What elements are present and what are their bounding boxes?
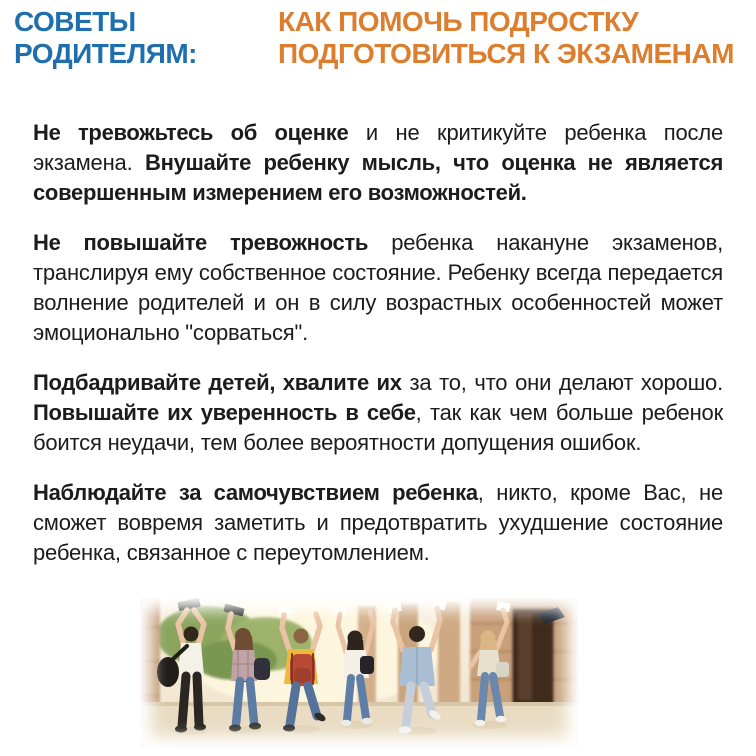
header-left-line1: СОВЕТЫ — [14, 6, 136, 37]
emphasis-raise-confidence: Повышайте их уверенность в себе — [33, 400, 416, 425]
header-left-line2: РОДИТЕЛЯМ: — [14, 38, 197, 69]
paragraph-about-anxiety — [33, 228, 723, 348]
paragraph-about-encouragement — [33, 368, 723, 458]
emphasis-encourage-children: Подбадривайте детей, хвалите их — [33, 370, 402, 395]
paragraph-about-wellbeing — [33, 478, 723, 568]
emphasis-dont-worry-grade: Не тревожьтесь об оценке — [33, 120, 349, 145]
header-right-line2: ПОДГОТОВИТЬСЯ К ЭКЗАМЕНАМ — [278, 38, 734, 69]
text-run: , никто, кроме Вас, не сможет вовремя заметить и предотвратить ухудшение состояние ребенка, связанное с переутомлением. — [33, 480, 724, 565]
header-left-title — [14, 6, 278, 70]
header-right-line1: КАК ПОМОЧЬ ПОДРОСТКУ — [278, 6, 639, 37]
header — [14, 6, 742, 70]
header-right-title — [278, 6, 742, 70]
text-run: , так как чем больше ребенок боится неудачи, тем более вероятности допущения ошибок. — [33, 400, 723, 455]
emphasis-watch-wellbeing: Наблюдайте за самочувствием ребенка — [33, 480, 478, 505]
paragraph-about-grades — [33, 118, 723, 208]
emphasis-dont-raise-anxiety: Не повышайте тревожность — [33, 230, 369, 255]
advice-text — [33, 118, 723, 588]
emphasis-instill-thought: Внушайте ребенку мысль, что оценка не является совершенным измерением его возможностей. — [33, 150, 723, 205]
text-run: и не критикуйте ребенка после экзамена. — [33, 120, 723, 175]
text-run: ребенка накануне экзаменов, транслируя ему собственное состояние. Ребенку всегда передается волнение родителей и он в силу возрастных особенностей может эмоционально "сорваться". — [33, 230, 723, 345]
students-photo — [140, 598, 578, 748]
text-run: за то, что они делают хорошо. — [401, 370, 723, 395]
